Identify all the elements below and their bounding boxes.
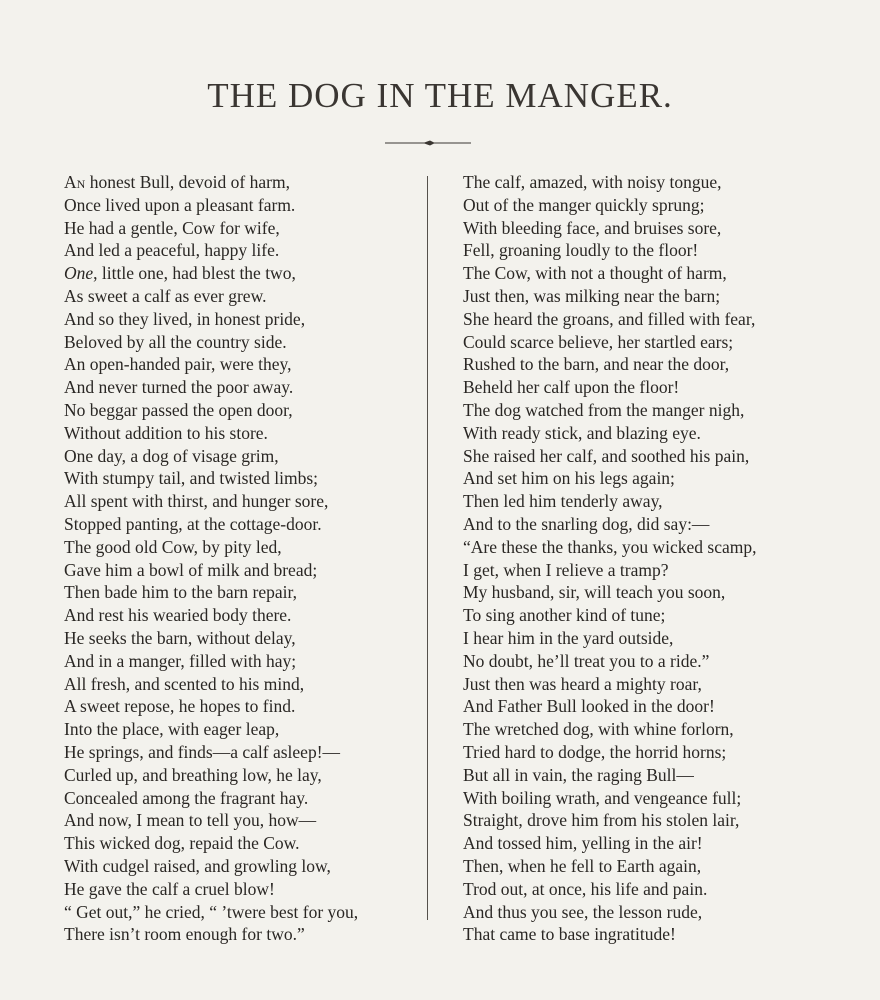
poem-line: Rushed to the barn, and near the door, (463, 354, 730, 375)
poem-line: The Cow, with not a thought of harm, (463, 263, 727, 284)
poem-line: But all in vain, the raging Bull— (463, 764, 694, 785)
poem-line: And now, I mean to tell you, how— (64, 810, 317, 831)
poem-line: And led a peaceful, happy life. (64, 240, 280, 261)
poem-line: Into the place, with eager leap, (64, 719, 280, 740)
poem-line: He springs, and finds—a calf asleep!— (64, 741, 341, 762)
poem-line: I get, when I relieve a tramp? (463, 559, 669, 580)
poem-line: And to the snarling dog, did say:— (463, 513, 710, 534)
poem-line: Then led him tenderly away, (463, 491, 663, 512)
poem-column-right (463, 171, 757, 946)
poem-line: Tried hard to dodge, the horrid horns; (463, 741, 727, 762)
poem-line: With boiling wrath, and vengeance full; (463, 787, 742, 808)
poem-line: And set him on his legs again; (463, 468, 675, 489)
poem-line: Without addition to his store. (64, 422, 268, 443)
poem-line: With bleeding face, and bruises sore, (463, 217, 722, 238)
poem-line: With cudgel raised, and growling low, (64, 855, 331, 876)
poem-line: Stopped panting, at the cottage-door. (64, 513, 322, 534)
ornament-rule-icon (385, 138, 471, 148)
poem-line: And thus you see, the lesson rude, (463, 901, 703, 922)
poem-line: And Father Bull looked in the door! (463, 696, 715, 717)
poem-line: Fell, groaning loudly to the floor! (463, 240, 699, 261)
page-title: THE DOG IN THE MANGER. (207, 76, 673, 115)
poem-line: “Are these the thanks, you wicked scamp, (463, 536, 757, 557)
poem-line: Then bade him to the barn repair, (64, 582, 298, 603)
poem-line: Once lived upon a pleasant farm. (64, 194, 296, 215)
poem-line: And tossed him, yelling in the air! (463, 833, 703, 854)
poem-line: A sweet repose, he hopes to find. (64, 696, 296, 717)
poem-line: An honest Bull, devoid of harm, (64, 172, 290, 192)
poem-line: Gave him a bowl of milk and bread; (64, 559, 318, 580)
column-divider (427, 176, 428, 920)
poem-line: Concealed among the fragrant hay. (64, 787, 309, 808)
poem-line: This wicked dog, repaid the Cow. (64, 833, 300, 854)
poem-line: An open-handed pair, were they, (64, 354, 292, 375)
poem-column-left (64, 171, 358, 946)
poem-line: He gave the calf a cruel blow! (64, 878, 275, 899)
poem-line: Beheld her calf upon the floor! (463, 377, 680, 398)
poem-line: I hear him in the yard outside, (463, 627, 674, 648)
poem-line: That came to base ingratitude! (463, 924, 676, 945)
poem-line: No beggar passed the open door, (64, 399, 293, 420)
poem-line: Out of the manger quickly sprung; (463, 194, 705, 215)
poem-line: Just then was heard a mighty roar, (463, 673, 702, 694)
poem-line: Could scarce believe, her startled ears; (463, 331, 734, 352)
poem-line: One day, a dog of visage grim, (64, 445, 279, 466)
poem-line: Curled up, and breathing low, he lay, (64, 764, 322, 785)
poem-line: And in a manger, filled with hay; (64, 650, 297, 671)
poem-line: The dog watched from the manger nigh, (463, 399, 745, 420)
poem-line: “ Get out,” he cried, “ ’twere best for you, (64, 901, 359, 922)
poem-line: Trod out, at once, his life and pain. (463, 878, 708, 899)
poem-line: She raised her calf, and soothed his pain, (463, 445, 750, 466)
poem-line: With ready stick, and blazing eye. (463, 422, 701, 443)
poem-line: Straight, drove him from his stolen lair, (463, 810, 740, 831)
poem-line: One, little one, had blest the two, (64, 263, 296, 284)
poem-line: To sing another kind of tune; (463, 605, 666, 626)
poem-line: He had a gentle, Cow for wife, (64, 217, 280, 238)
poem-line: All fresh, and scented to his mind, (64, 673, 305, 694)
poem-line: He seeks the barn, without delay, (64, 627, 296, 648)
poem-line: And so they lived, in honest pride, (64, 308, 306, 329)
poem-line: There isn’t room enough for two.” (64, 924, 305, 945)
poem-line: Just then, was milking near the barn; (463, 285, 721, 306)
poem-line: She heard the groans, and filled with fear, (463, 308, 756, 329)
poem-line: The good old Cow, by pity led, (64, 536, 282, 557)
poem-line: Beloved by all the country side. (64, 331, 287, 352)
poem-line: No doubt, he’ll treat you to a ride.” (463, 650, 710, 671)
poem-line: The wretched dog, with whine forlorn, (463, 719, 734, 740)
poem-line: My husband, sir, will teach you soon, (463, 582, 726, 603)
poem-line: With stumpy tail, and twisted limbs; (64, 468, 319, 489)
poem-line: The calf, amazed, with noisy tongue, (463, 172, 722, 192)
poem-line: As sweet a calf as ever grew. (64, 285, 267, 306)
poem-line: All spent with thirst, and hunger sore, (64, 491, 329, 512)
poem-line: Then, when he fell to Earth again, (463, 855, 702, 876)
poem-line: And never turned the poor away. (64, 377, 294, 398)
poem-line: And rest his wearied body there. (64, 605, 292, 626)
